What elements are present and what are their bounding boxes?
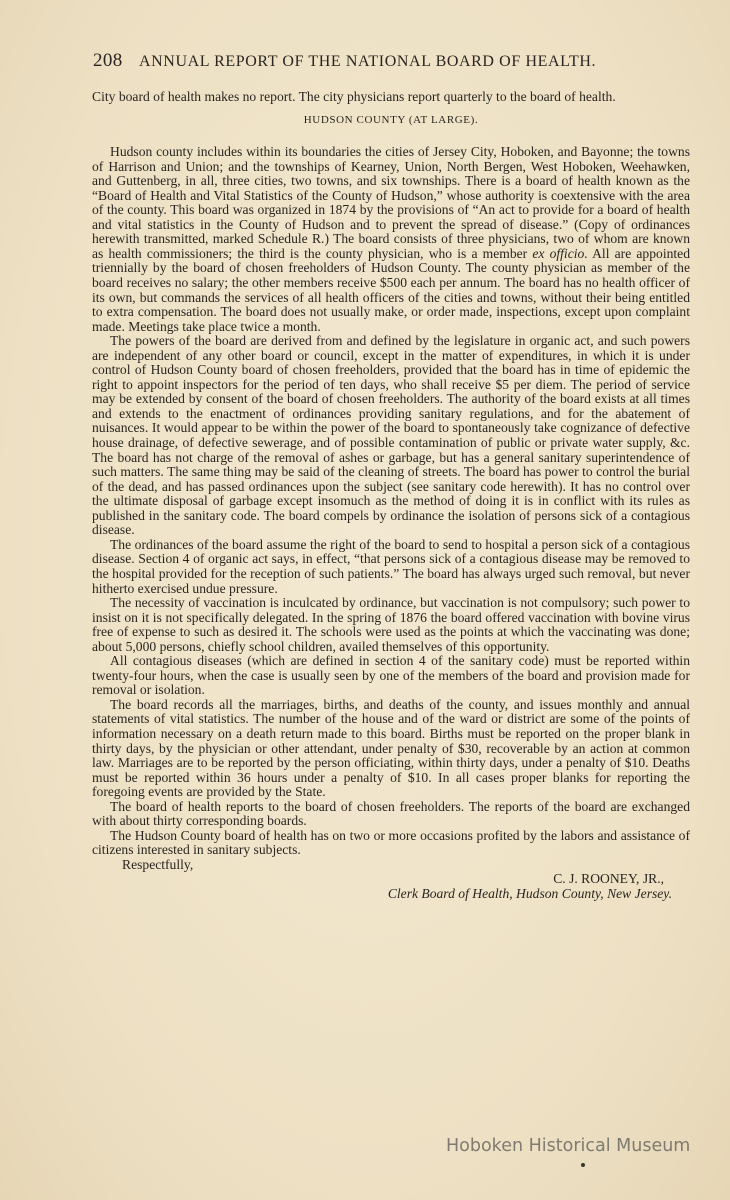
paragraph-organization-italic: ex officio. (532, 245, 588, 261)
section-title: HUDSON COUNTY (AT LARGE). (303, 113, 479, 126)
museum-watermark: Hoboken Historical Museum (446, 1136, 691, 1156)
paragraph-organization-part2: All are appointed triennially by the board of chosen freeholders of Hudson County. The county physician as member of the board receives no salary; the other members receive $500 each per annum. The board has no health officer of its own, but commands the services of all health officers of the cities and towns, without their being entitled to extra compensation. The board does not usually make, or order made, inspections, except upon complaint made. Meetings take place twice a month. (92, 245, 690, 334)
closing-salutation: Respectfully, (122, 856, 194, 872)
paragraph-organization (92, 145, 690, 334)
paragraph-hospital: The ordinances of the board assume the right of the board to send to hospital a person sick of a contagious disease. Section 4 of organic act says, in effect, “that persons sick of a contagious disease may be removed to the hospital provided for the reception of such patients.” The board has always urged such removal, but never hitherto exercised undue pressure. (92, 536, 690, 596)
signature-title: Clerk Board of Health, Hudson County, New Jersey. (387, 885, 672, 901)
paragraph-contagious: All contagious diseases (which are defined in section 4 of the sanitary code) must be reported within twenty-four hours, when the case is usually seen by one of the members of the board and provision made for removal or isolation. (92, 653, 690, 698)
running-title: ANNUAL REPORT OF THE NATIONAL BOARD OF HEALTH. (138, 53, 597, 70)
paragraph-vaccination: The necessity of vaccination is inculcated by ordinance, but vaccination is not compulsory; such power to insist on it is not specifically delegated. In the spring of 1876 the board offered vaccination with bovine virus free of expense to such as desired it. The schools were used as the points at which the vaccinating was done; about 5,000 persons, chiefly school children, availed themselves of this opportunity. (92, 595, 690, 654)
paragraph-records: The board records all the marriages, births, and deaths of the county, and issues monthly and annual statements of vital statistics. The number of the house and of the ward or district are some of the points of information necessary on a death return made to this board. Births must be reported on the proper blank in thirty days, by the physician or other attendant, under penalty of $30, recoverable by an action at common law. Marriages are to be reported by the person officiating, within thirty days, under a penalty of $10. Deaths must be reported within 36 hours under a penalty of $10. In all cases proper blanks for reporting the foregoing events are provided by the State. (92, 696, 690, 800)
ink-dot (581, 1163, 585, 1167)
intro-line: City board of health makes no report. The city physicians report quarterly to the board of health. (92, 89, 616, 104)
paragraph-powers: The powers of the board are derived from and defined by the legislature in organic act, and such powers are independent of any other board or council, except in the matter of expenditures, in which it is under control of Hudson County board of chosen freeholders, provided that the board has in time of epidemic the right to appoint inspectors for the period of ten days, who shall receive $5 per diem. The period of service may be extended by consent of the board of chosen freeholders. The authority of the board exists at all times and extends to the enactment of ordinances providing sanitary regulations, and for the abatement of nuisances. It would appear to be within the power of the board to spontaneously take cognizance of defective house drainage, of defective sewerage, and of possible contamination of public or private water supply, &c. The board has not charge of the removal of ashes or garbage, but has a general sanitary superintendence of such matters. The same thing may be said of the cleaning of streets. The board has power to control the burial of the dead, and has passed ordinances upon the subject (see sanitary code herewith). It has no control over the ultimate disposal of garbage except insomuch as the method of doing it is in conflict with its rules as published in the sanitary code. The board compels by ordinance the isolation of persons sick of a contagious disease. (92, 333, 690, 538)
paragraph-reports: The board of health reports to the board of chosen freeholders. The reports of the board are exchanged with about thirty corresponding boards. (92, 798, 690, 829)
paragraph-citizens: The Hudson County board of health has on two or more occasions profited by the labors and assistance of citizens interested in sanitary subjects. (92, 827, 690, 858)
report-body (92, 90, 690, 902)
paragraph-organization-part1: Hudson county includes within its boundaries the cities of Jersey City, Hoboken, and Bayonne; the towns of Harrison and Union; and the townships of Kearney, Union, North Bergen, West Hoboken, Weehawken, and Guttenberg, in all, three cities, two towns, and six townships. There is a board of health known as the “Board of Health and Vital Statistics of the County of Hudson,” whose authority is coextensive with the area of the county. This board was organized in 1874 by the provisions of “An act to provide for a board of health and vital statistics in the County of Hudson and to prevent the spread of disease.” (Copy of ordinances herewith transmitted, marked Schedule R.) The board consists of three physicians, two of whom are known as health commissioners; the third is the county physician, who is a member (92, 144, 690, 261)
signature-name: C. J. ROONEY, JR., (553, 871, 664, 887)
page-number: 208 (93, 50, 123, 71)
running-header (93, 50, 643, 72)
